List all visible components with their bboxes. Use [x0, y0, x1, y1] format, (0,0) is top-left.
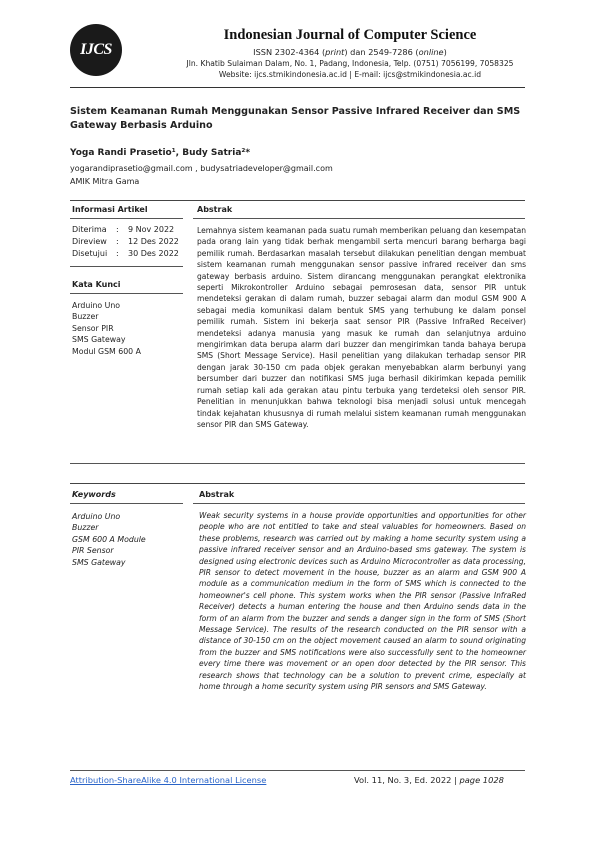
- date-separator: :: [116, 225, 119, 234]
- kata-kunci-list: [72, 300, 141, 357]
- journal-header: [140, 27, 560, 79]
- paper-authors: Yoga Randi Prasetio¹, Budy Satria²*: [70, 148, 251, 158]
- issn-prefix: ISSN 2302-4364 (: [253, 47, 326, 57]
- info-heading: Informasi Artikel: [72, 205, 148, 214]
- keyword-item: GSM 600 A Module: [72, 534, 146, 544]
- date-row: [72, 248, 179, 260]
- footer-volume: [354, 775, 504, 785]
- abstract-en-rule: [193, 503, 525, 504]
- abstract-id-text: Lemahnya sistem keamanan pada suatu rumah memberikan peluang dan kesempatan pada orang lain yang tidak berhak mengambil serta mencuri barang berharga bagi pemilik rumah. Berdasarkan masalah tersebut dilakukan penelitian dengan membuat sistem keamanan rumah menggunakan sensor passive infrared receiver dan sms gateway berbasis arduino. Sistem dirancang menggunakan perangkat elektronika seperti Mikrokontroller Arduino sebagai pemrosesan data, sensor PIR untuk mendeteksi gerakan di dalam rumah, buzzer sebagai alarm dan modul GSM 900 A sebagai media komunikasi dalam bentuk SMS yang terhubung ke dalam ponsel pemilik rumah. Sistem ini bekerja saat sensor PIR (Passive InfraRed Receiver) mendeteksi adanya manusia yang masuk ke rumah dan selanjutnya arduino mengirimkan data berupa alarm dari buzzer dan mengirimkan tanda bahaya berupa SMS (Short Message Service). Hasil penelitian yang dilakukan terhadap sensor PIR dengan jarak 30-150 cm pada objek gerakan menyebabkan alarm berbunyi yang bersumber dari buzzer dan notifikasi SMS juga berhasil dikirimkan kepada pemilik rumah setiap kali ada gerakan atau pintu terbuka yang terdeteksi oleh sensor PIR. Penelitian in menunjukkan bahwa teknologi bisa menjadi solusi untuk mencegah tindak kejahatan khususnya di rumah melalui sistem keamanan rumah menggunakan sensor PIR dan SMS Gateway.: [197, 226, 526, 429]
- issn-suffix: ): [443, 47, 447, 57]
- abstract-en-text: Weak security systems in a house provide opportunities and opportunities for other people who are not entitled to take and steal valuables for homeowners. Based on these problems, research was carried out by making a home security system using a passive infrared receiver sensor and an Arduino-based sms gateway. The system is designed using electronic devices such as Arduino Microcontroller as data processing, PIR sensor to detect movement in the house, buzzer as an alarm and GSM 900 A module as a communication medium in the form of SMS which is connected to the homeowner's cell phone. This system works when the PIR sensor (Passive InfraRed Receiver) detects a human entering the house and then Arduino sends data in the form of an alarm from the buzzer and sends a danger sign in the form of SMS (Short Message Service). The results of the research conducted on the PIR sensor with a distance of 30-150 cm on the object movement caused an alarm to sound originating from the buzzer and SMS notifications were also successfully sent to the homeowner every time there was movement or an open door detected by the PIR sensor. This research shows that technology can be a solution to prevent crime, especially at home through a home security system using PIR sensors and SMS Gateway.: [199, 511, 526, 692]
- date-separator: :: [116, 249, 119, 258]
- kata-kunci-heading: Kata Kunci: [72, 280, 121, 289]
- date-value: 9 Nov 2022: [128, 225, 175, 234]
- article-dates: [72, 224, 179, 260]
- info-heading-rule: [70, 218, 183, 219]
- kata-kunci-bottom-rule: [70, 293, 183, 294]
- kata-kunci-top-rule: [70, 266, 183, 267]
- date-row: [72, 236, 179, 248]
- keyword-item: Arduino Uno: [72, 301, 121, 310]
- keyword-item: SMS Gateway: [72, 335, 126, 345]
- header-divider: [70, 87, 525, 88]
- info-top-rule: [70, 200, 525, 201]
- journal-website: Website: ijcs.stmikindonesia.ac.id | E-mail: ijcs@stmikindonesia.ac.id: [218, 70, 482, 79]
- keywords-en-heading: Keywords: [72, 490, 116, 499]
- date-value: 30 Des 2022: [128, 249, 179, 258]
- page-number: page 1028: [459, 775, 504, 785]
- keyword-item: Arduino Uno: [72, 512, 121, 521]
- abstract-en-heading: Abstrak: [199, 490, 235, 499]
- author-affiliation: AMIK Mitra Gama: [70, 177, 140, 186]
- volume-info: Vol. 11, No. 3, Ed. 2022 |: [354, 775, 460, 785]
- keywords-en-rule: [70, 503, 183, 504]
- keyword-item: SMS Gateway: [72, 557, 126, 567]
- keyword-item: Buzzer: [72, 312, 99, 322]
- keyword-item: Sensor PIR: [72, 323, 114, 333]
- date-label: Diterima: [72, 225, 107, 234]
- journal-issn: [140, 47, 560, 57]
- license-link[interactable]: Attribution-ShareAlike 4.0 International License: [70, 775, 267, 785]
- author-emails: yogarandiprasetio@gmail.com , budysatriadeveloper@gmail.com: [70, 164, 333, 173]
- keyword-item: Modul GSM 600 A: [72, 346, 141, 356]
- journal-logo: [70, 24, 122, 76]
- keyword-item: Buzzer: [72, 523, 99, 533]
- date-value: 12 Des 2022: [128, 237, 179, 246]
- issn-print: print: [325, 47, 345, 57]
- issn-online: online: [418, 47, 444, 57]
- info-bottom-rule: [70, 463, 525, 464]
- paper-title: Sistem Keamanan Rumah Menggunakan Sensor Passive Infrared Receiver dan SMS Gateway Berbasis Arduino: [70, 106, 521, 131]
- keyword-item: PIR Sensor: [72, 546, 114, 556]
- date-label: Direview: [72, 237, 107, 246]
- footer-divider: [70, 770, 525, 771]
- journal-name: Indonesian Journal of Computer Science: [223, 27, 477, 43]
- abstract-id-heading-rule: [193, 218, 525, 219]
- journal-logo-text: IJCS: [80, 41, 112, 58]
- date-row: [72, 224, 179, 236]
- english-top-rule: [70, 483, 525, 484]
- date-separator: :: [116, 237, 119, 246]
- keywords-en-list: [72, 511, 146, 568]
- issn-mid: ) dan 2549-7286 (: [344, 47, 419, 57]
- journal-address: Jln. Khatib Sulaiman Dalam, No. 1, Padang, Indonesia, Telp. (0751) 7056199, 7058325: [186, 59, 514, 68]
- date-label: Disetujui: [72, 249, 108, 258]
- abstract-id-heading: Abstrak: [197, 205, 233, 214]
